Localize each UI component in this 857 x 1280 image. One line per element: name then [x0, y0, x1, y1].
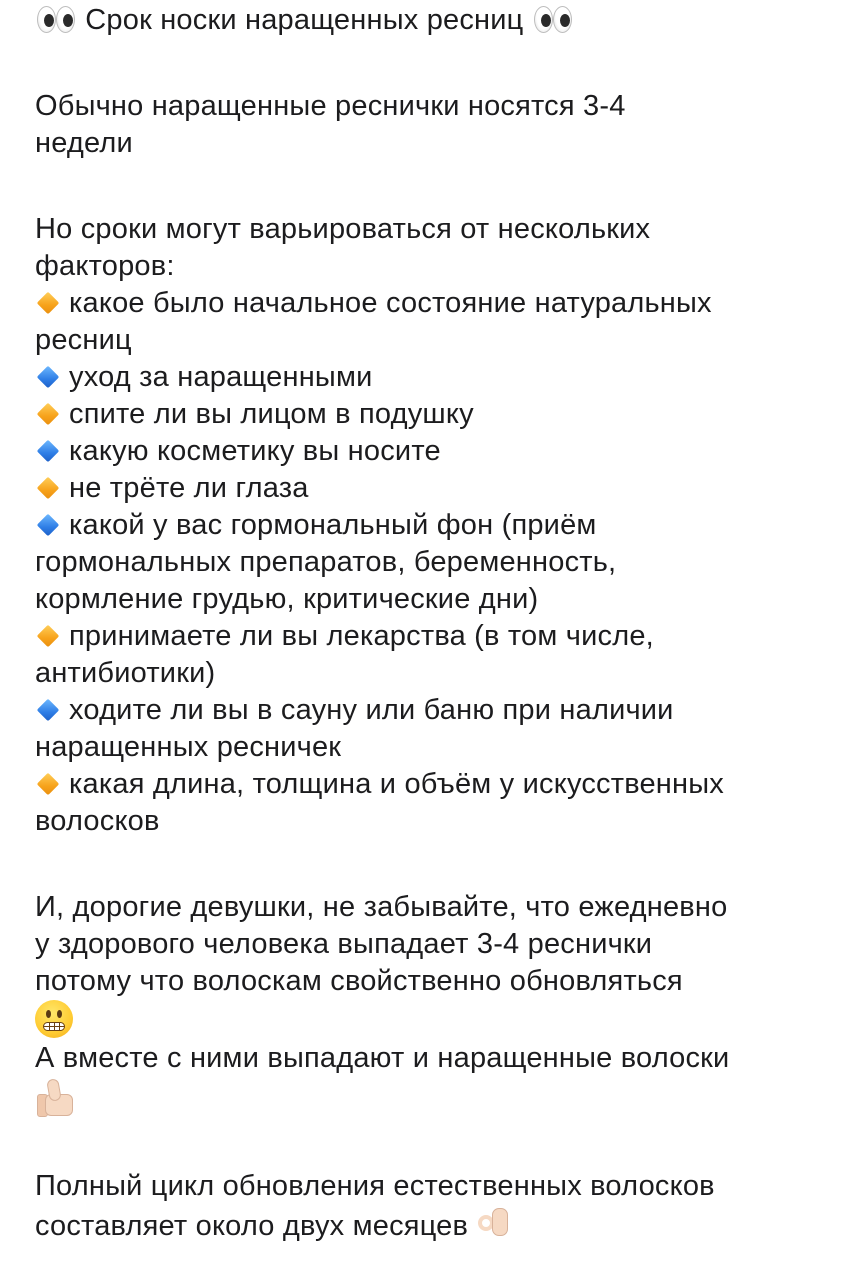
blue-diamond-icon [35, 697, 61, 723]
cycle-line: Полный цикл обновления естественных волосков [35, 1170, 715, 1202]
cycle-text: составляет около двух месяцев [35, 1210, 469, 1242]
factor-text: какая длина, толщина и объём у искусственных [69, 768, 724, 800]
factor-text: ходите ли вы в сауну или баню при наличии [69, 694, 674, 726]
note-text [35, 0, 835, 1245]
factor-text: какую косметику вы носите [69, 435, 441, 467]
extended-line: А вместе с ними выпадают и наращенные волоски [35, 1042, 730, 1074]
factor-item [35, 359, 835, 396]
factor-item [35, 507, 835, 544]
factor-item [35, 470, 835, 507]
intro-line: недели [35, 127, 133, 159]
factors-intro-line: факторов: [35, 250, 175, 282]
factor-text: спите ли вы лицом в подушку [69, 398, 474, 430]
factor-text: уход за наращенными [69, 361, 373, 393]
reminder-emoji-line [35, 1000, 835, 1040]
blue-diamond-icon [35, 512, 61, 538]
factor-item-continued: наращенных ресничек [35, 731, 342, 763]
intro-line: Обычно наращенные реснички носятся 3-4 [35, 90, 626, 122]
factor-text: какой у вас гормональный фон (приём [69, 509, 597, 541]
eyes-icon [35, 4, 77, 34]
reminder-line: И, дорогие девушки, не забывайте, что ежедневно [35, 891, 728, 923]
orange-diamond-icon [35, 623, 61, 649]
orange-diamond-icon [35, 290, 61, 316]
factor-item-continued: кормление грудью, критические дни) [35, 583, 539, 615]
note-title-text: Срок носки наращенных ресниц [85, 4, 524, 36]
cycle-line [35, 1205, 835, 1245]
orange-diamond-icon [35, 475, 61, 501]
factor-item [35, 433, 835, 470]
factor-item [35, 618, 835, 655]
factor-item [35, 396, 835, 433]
reminder-line: потому что волоскам свойственно обновляться [35, 965, 683, 997]
orange-diamond-icon [35, 401, 61, 427]
factor-item-continued: волосков [35, 805, 160, 837]
factor-text: не трёте ли глаза [69, 472, 309, 504]
orange-diamond-icon [35, 771, 61, 797]
reminder-line: у здорового человека выпадает 3-4 реснички [35, 928, 653, 960]
factors-intro-line: Но сроки могут варьироваться от нескольких [35, 213, 651, 245]
blue-diamond-icon [35, 364, 61, 390]
eyes-icon [532, 4, 574, 34]
ok-hand-icon [476, 1205, 512, 1241]
factor-item [35, 692, 835, 729]
factor-text: принимаете ли вы лекарства (в том числе, [69, 620, 654, 652]
factor-item-continued: гормональных препаратов, беременность, [35, 546, 617, 578]
factor-text: какое было начальное состояние натуральных [69, 287, 712, 319]
note-title [35, 0, 835, 39]
extended-emoji-line [35, 1077, 835, 1119]
grimacing-face-icon [35, 1000, 73, 1038]
blue-diamond-icon [35, 438, 61, 464]
thumbs-up-icon [35, 1077, 75, 1117]
factor-item [35, 285, 835, 322]
factor-item-continued: антибиотики) [35, 657, 216, 689]
factor-item-continued: ресниц [35, 324, 132, 356]
factor-item [35, 766, 835, 803]
